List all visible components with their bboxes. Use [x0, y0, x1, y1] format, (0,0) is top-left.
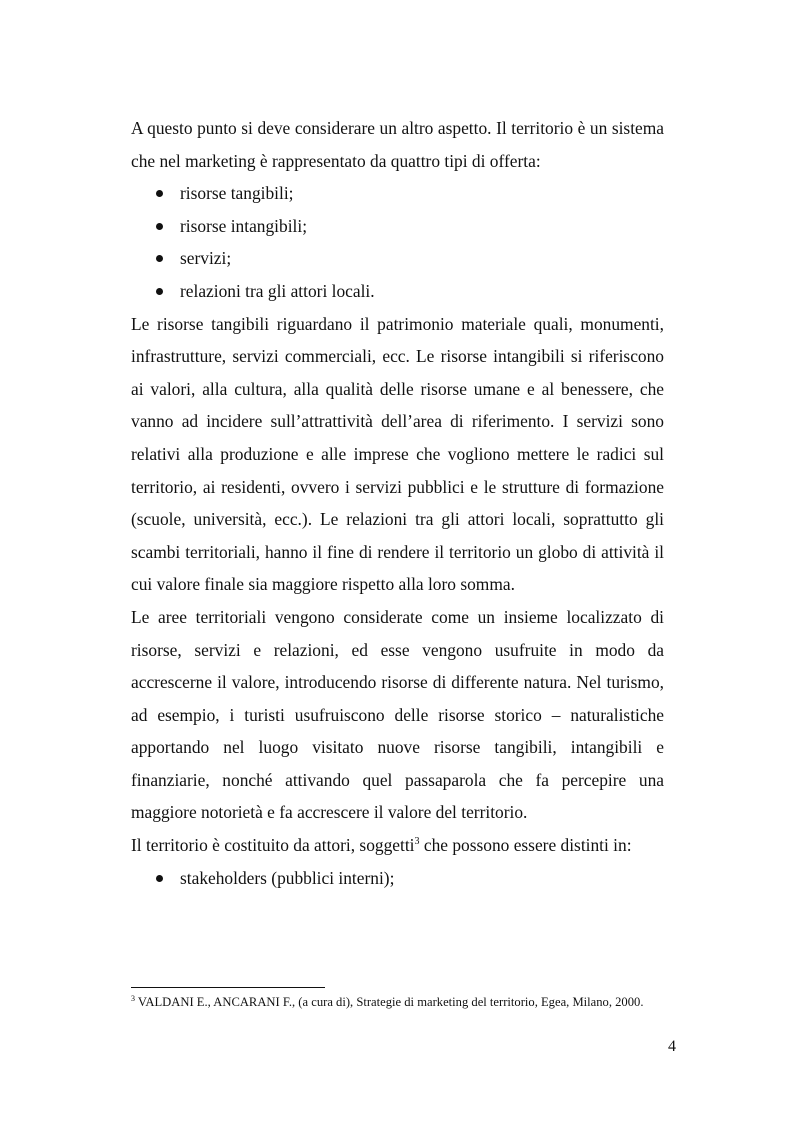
bullet-icon	[156, 223, 163, 230]
list-item-text: servizi;	[180, 248, 232, 269]
bullet-icon	[156, 875, 163, 882]
list-item	[131, 862, 664, 895]
list-item	[131, 275, 664, 308]
bullet-icon	[156, 255, 163, 262]
actor-types-list	[131, 862, 664, 895]
paragraph-territorial-areas: Le aree territoriali vengono considerate come un insieme localizzato di risorse, servizi e relazioni, ed esse vengono usufruite in modo da accrescerne il valore, introducendo risorse di differente natura. Nel turismo, ad esempio, i turisti usufruiscono delle risorse storico – naturalistiche apportando nel luogo visitato nuove risorse tangibili, intangibili e finanziarie, nonché attivando quel passaparola che fa percepire una maggiore notorietà e fa accrescere il valore del territorio.	[131, 606, 664, 823]
footnote-text: VALDANI E., ANCARANI F., (a cura di), Strategie di marketing del territorio, Egea, Milano, 2000.	[135, 995, 644, 1009]
paragraph-actors-text-cont: che possono essere distinti in:	[419, 835, 632, 856]
list-item	[131, 242, 664, 275]
offer-types-list	[131, 177, 664, 307]
footnote-reference: 3	[414, 836, 420, 848]
list-item-text: stakeholders (pubblici interni);	[180, 867, 395, 888]
list-item-text: risorse tangibili;	[180, 183, 294, 204]
paragraph-actors-text: Il territorio è costituito da attori, soggetti	[131, 835, 415, 856]
bullet-icon	[156, 190, 163, 197]
paragraph-actors	[131, 829, 664, 862]
paragraph-resources: Le risorse tangibili riguardano il patrimonio materiale quali, monumenti, infrastrutture, servizi commerciali, ecc. Le risorse intangibili si riferiscono ai valori, alla cultura, alla qualità delle risorse umane e al benessere, che vanno ad incidere sull’attrattività dell’area di riferimento. I servizi sono relativi alla produzione e alle imprese che vogliono mettere le radici sul territorio, ai residenti, ovvero i servizi pubblici e le strutture di formazione (scuole, università, ecc.). Le relazioni tra gli attori locali, soprattutto gli scambi territoriali, hanno il fine di rendere il territorio un globo di attività il cui valore finale sia maggiore rispetto alla loro somma.	[131, 313, 664, 595]
list-item	[131, 177, 664, 210]
list-item-text: risorse intangibili;	[180, 215, 308, 236]
footnote	[131, 992, 664, 1012]
paragraph-intro: A questo punto si deve considerare un altro aspetto. Il territorio è un sistema che nel marketing è rappresentato da quattro tipi di offerta:	[131, 118, 664, 171]
footnote-separator	[131, 987, 325, 988]
bullet-icon	[156, 288, 163, 295]
footnote-marker: 3	[131, 994, 135, 1003]
page-body	[131, 112, 664, 894]
list-item-text: relazioni tra gli attori locali.	[180, 280, 375, 301]
page-number: 4	[668, 1038, 676, 1055]
list-item	[131, 210, 664, 243]
